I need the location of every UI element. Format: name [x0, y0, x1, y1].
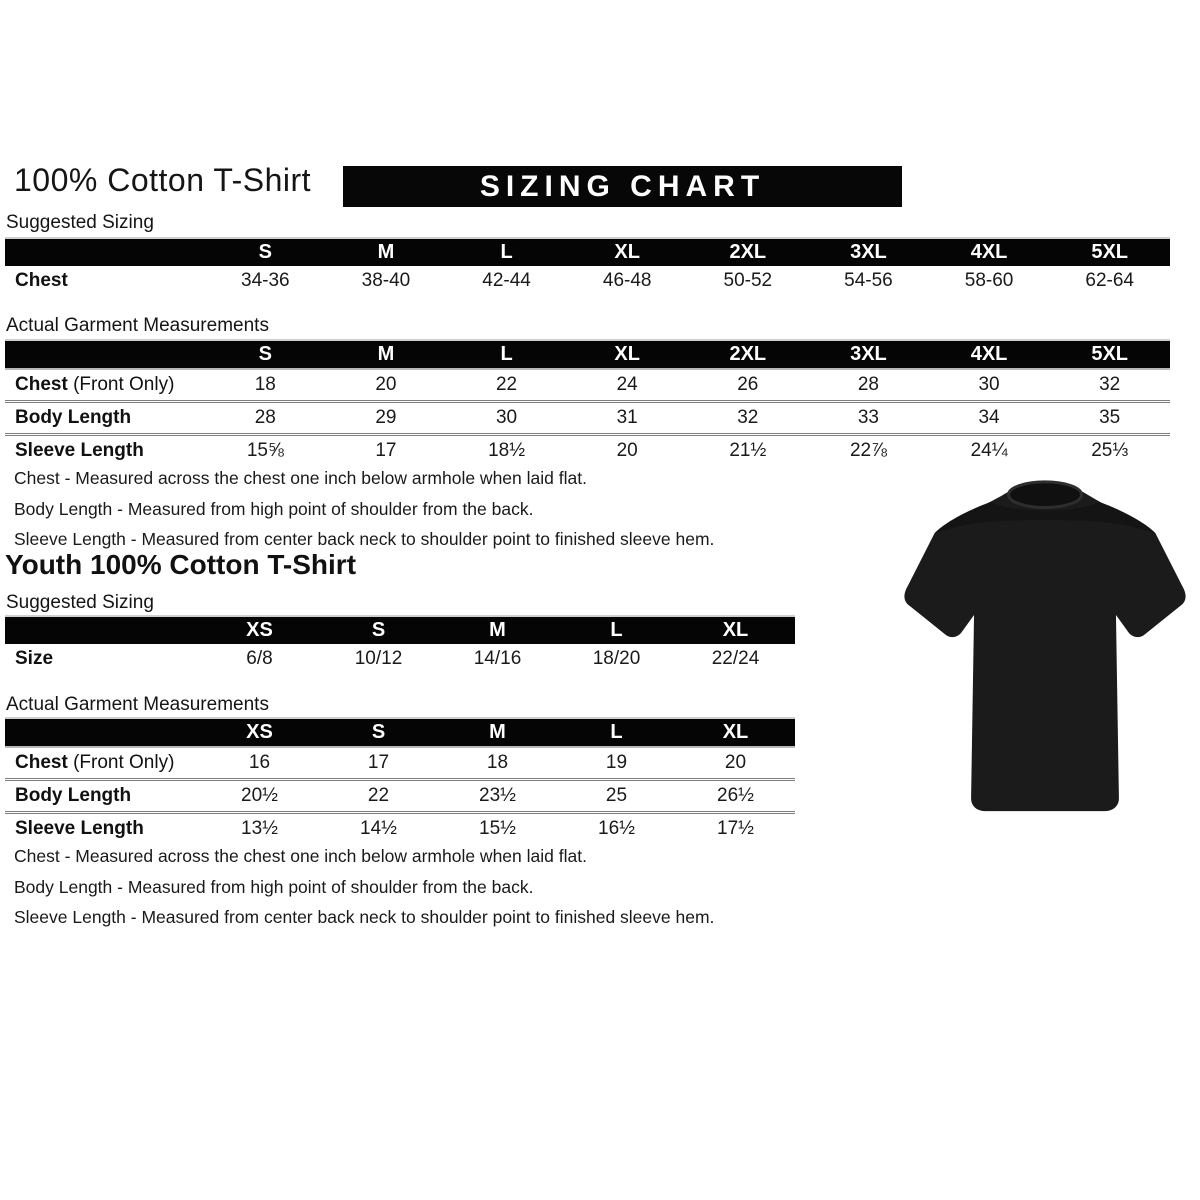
cell: 21½ — [688, 435, 809, 467]
cell: 22 — [319, 780, 438, 813]
size-col-header: XS — [200, 616, 319, 644]
corner-cell — [5, 340, 205, 369]
tshirt-body — [904, 483, 1185, 811]
note-line: Sleeve Length - Measured from center back neck to shoulder point to finished sleeve hem. — [14, 529, 715, 549]
tshirt-image — [897, 476, 1193, 818]
row-label: Sleeve Length — [5, 813, 200, 845]
row-label: Sleeve Length — [5, 435, 205, 467]
table-row — [5, 747, 795, 780]
cell: 62-64 — [1085, 270, 1134, 291]
cell: 18½ — [446, 435, 567, 467]
table-header-row — [5, 238, 1170, 266]
youth-garment-measurements-label: Actual Garment Measurements — [6, 694, 269, 715]
cell: 20½ — [200, 780, 319, 813]
table-row — [5, 644, 795, 674]
cell: 14½ — [319, 813, 438, 845]
cell: 14/16 — [473, 648, 522, 669]
table-row — [5, 780, 795, 813]
cell: 23½ — [438, 780, 557, 813]
cell: 46-48 — [602, 270, 652, 291]
row-label: Chest (Front Only) — [15, 752, 175, 773]
table-row — [5, 435, 1170, 467]
cell: 28 — [857, 374, 879, 395]
adult-garment-measurements-table — [5, 339, 1170, 466]
size-col-header: 5XL — [1049, 340, 1170, 369]
note-line: Chest - Measured across the chest one inch below armhole when laid flat. — [14, 468, 587, 488]
cell: 30 — [978, 374, 1000, 395]
cell: 6/8 — [246, 648, 273, 669]
table-header-row — [5, 616, 795, 644]
cell: 10/12 — [354, 648, 403, 669]
cell: 17 — [367, 752, 390, 773]
size-col-header: L — [446, 340, 567, 369]
size-col-header: XL — [567, 238, 688, 266]
row-label: Size — [15, 648, 54, 669]
cell: 42-44 — [482, 270, 531, 291]
cell: 17 — [326, 435, 447, 467]
cell: 54-56 — [844, 270, 893, 291]
table-row — [5, 402, 1170, 435]
size-col-header: M — [438, 718, 557, 747]
cell: 13½ — [200, 813, 319, 845]
corner-cell — [5, 718, 200, 747]
size-col-header: 2XL — [688, 340, 809, 369]
cell: 25 — [557, 780, 676, 813]
cell: 32 — [688, 402, 809, 435]
row-label: Body Length — [5, 402, 205, 435]
corner-cell — [5, 238, 205, 266]
cell: 31 — [567, 402, 688, 435]
cell: 18 — [254, 374, 276, 395]
table-row — [5, 813, 795, 845]
cell: 22 — [495, 374, 518, 395]
table-row — [5, 369, 1170, 402]
size-col-header: XL — [676, 718, 795, 747]
youth-measurement-notes — [14, 841, 714, 933]
cell: 26 — [737, 374, 759, 395]
size-col-header: S — [319, 616, 438, 644]
size-col-header: XS — [200, 718, 319, 747]
cell: 32 — [1099, 374, 1121, 395]
sizing-chart-banner-text: SIZING CHART — [479, 169, 766, 203]
size-col-header: S — [319, 718, 438, 747]
size-col-header: S — [205, 238, 326, 266]
size-col-header: L — [557, 718, 676, 747]
cell: 30 — [446, 402, 567, 435]
cell: 28 — [205, 402, 326, 435]
cell: 16½ — [557, 813, 676, 845]
youth-garment-measurements-table — [5, 717, 795, 844]
note-line: Chest - Measured across the chest one inch below armhole when laid flat. — [14, 846, 587, 866]
adult-garment-measurements-label: Actual Garment Measurements — [6, 315, 269, 336]
row-label: Chest — [15, 270, 68, 291]
tshirt-neck-opening — [1009, 482, 1082, 508]
cell: 19 — [605, 752, 628, 773]
cell: 20 — [375, 374, 397, 395]
row-label: Chest (Front Only) — [15, 374, 175, 395]
cell: 33 — [808, 402, 929, 435]
youth-section-title: Youth 100% Cotton T-Shirt — [5, 549, 357, 580]
youth-suggested-sizing-table — [5, 615, 795, 674]
cell: 18/20 — [592, 648, 641, 669]
size-col-header: M — [438, 616, 557, 644]
page-title: 100% Cotton T-Shirt — [14, 162, 312, 198]
size-col-header: 4XL — [929, 340, 1050, 369]
cell: 29 — [326, 402, 447, 435]
table-row — [5, 266, 1170, 296]
size-col-header: L — [557, 616, 676, 644]
cell: 15⅝ — [205, 435, 326, 467]
adult-suggested-sizing-table — [5, 237, 1170, 296]
size-col-header: XL — [676, 616, 795, 644]
cell: 17½ — [676, 813, 795, 845]
cell: 20 — [724, 752, 747, 773]
row-label: Body Length — [5, 780, 200, 813]
cell: 24 — [616, 374, 638, 395]
size-col-header: XL — [567, 340, 688, 369]
note-line: Sleeve Length - Measured from center back neck to shoulder point to finished sleeve hem. — [14, 907, 715, 927]
corner-cell — [5, 616, 200, 644]
cell: 25⅓ — [1049, 435, 1170, 467]
cell: 22⅞ — [808, 435, 929, 467]
sizing-chart-banner — [343, 166, 902, 207]
table-header-row — [5, 340, 1170, 369]
cell: 34-36 — [241, 270, 290, 291]
size-col-header: 2XL — [688, 238, 809, 266]
size-col-header: L — [446, 238, 567, 266]
cell: 24¼ — [929, 435, 1050, 467]
cell: 20 — [567, 435, 688, 467]
cell: 22/24 — [711, 648, 760, 669]
size-col-header: 5XL — [1049, 238, 1170, 266]
cell: 38-40 — [361, 270, 411, 291]
cell: 50-52 — [723, 270, 773, 291]
cell: 35 — [1049, 402, 1170, 435]
size-col-header: M — [326, 340, 447, 369]
adult-suggested-sizing-label: Suggested Sizing — [6, 212, 154, 233]
size-col-header: 3XL — [808, 238, 929, 266]
table-header-row — [5, 718, 795, 747]
youth-suggested-sizing-label: Suggested Sizing — [6, 592, 154, 613]
adult-measurement-notes — [14, 463, 714, 555]
cell: 15½ — [438, 813, 557, 845]
note-line: Body Length - Measured from high point of shoulder from the back. — [14, 498, 534, 519]
cell: 34 — [929, 402, 1050, 435]
size-col-header: S — [205, 340, 326, 369]
cell: 16 — [248, 752, 271, 773]
note-line: Body Length - Measured from high point of shoulder from the back. — [14, 876, 534, 897]
size-col-header: 4XL — [929, 238, 1050, 266]
cell: 26½ — [676, 780, 795, 813]
cell: 58-60 — [964, 270, 1014, 291]
size-col-header: M — [326, 238, 447, 266]
cell: 18 — [486, 752, 509, 773]
size-col-header: 3XL — [808, 340, 929, 369]
